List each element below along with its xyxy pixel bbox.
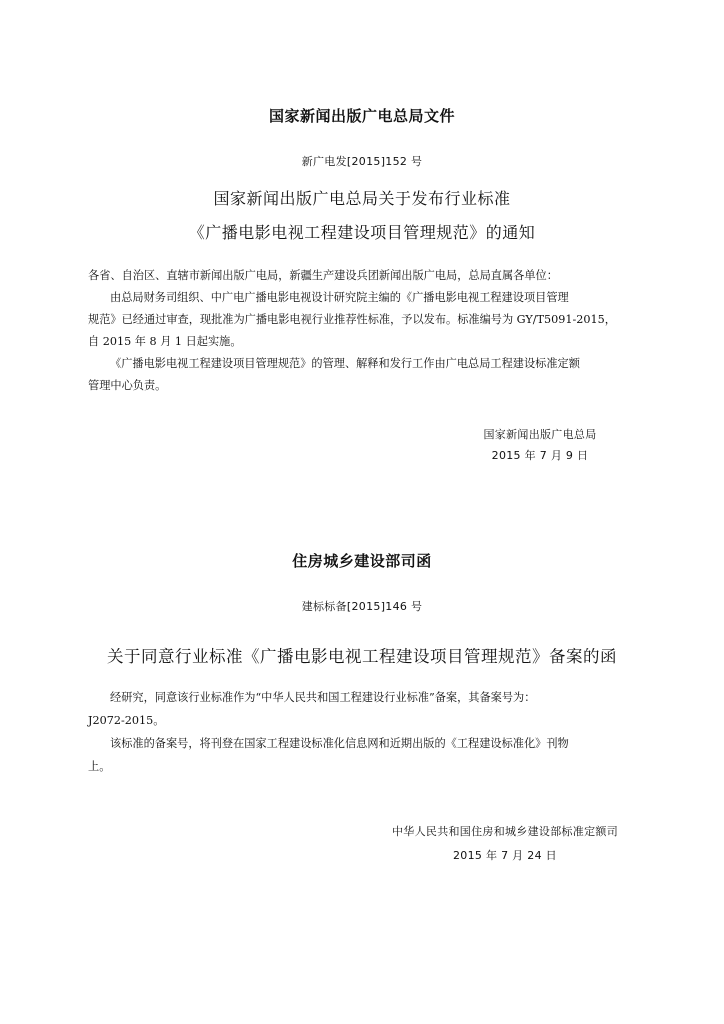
notice1-date: 2015 年 7 月 9 日 [491,449,589,462]
notice1-signer: 国家新闻出版广电总局 [483,428,597,441]
notice2-signer: 中华人民共和国住房和城乡建设部标准定额司 [392,825,618,838]
notice2-para1-line2: J2072-2015。 [88,714,165,727]
notice2-date: 2015 年 7 月 24 日 [453,849,557,862]
notice1-para1-line3: 自 2015 年 8 月 1 日起实施。 [88,335,242,348]
notice1-addressees: 各省、自治区、直辖市新闻出版广电局，新疆生产建设兵团新闻出版广电局，总局直属各单位： [88,269,558,282]
notice1-para1-line2: 规范》已经通过审查，现批准为广播电影电视行业推荐性标准，予以发布。标准编号为 GY/T5091-2015， [88,313,616,326]
notice1-header: 国家新闻出版广电总局文件 [268,107,455,125]
notice2-title: 关于同意行业标准《广播电影电视工程建设项目管理规范》备案的函 [107,647,617,666]
notice2-doc-number: 建标标备[2015]146 号 [301,600,423,613]
notice1-para2-line1: 《广播电影电视工程建设项目管理规范》的管理、解释和发行工作由广电总局工程建设标准定额 [110,357,580,370]
notice1-title-line2: 《广播电影电视工程建设项目管理规范》的通知 [188,223,536,242]
notice2-para2-line2: 上。 [88,760,111,773]
notice1-doc-number: 新广电发[2015]152 号 [301,155,423,168]
notice2-body [88,686,648,778]
notice1-body [88,265,648,397]
notice1-para2-line2: 管理中心负责。 [88,379,167,392]
notice1-title-line1: 国家新闻出版广电总局关于发布行业标准 [213,189,511,208]
notice2-para2-line1: 该标准的备案号，将刊登在国家工程建设标准化信息网和近期出版的《工程建设标准化》刊物 [110,737,569,750]
notice2-header: 住房城乡建设部司函 [292,552,432,570]
notice2-para1-line1: 经研究，同意该行业标准作为“中华人民共和国工程建设行业标准”备案，其备案号为： [110,691,536,704]
notice1-para1-line1: 由总局财务司组织、中广电广播电影电视设计研究院主编的《广播电影电视工程建设项目管理 [110,291,569,304]
